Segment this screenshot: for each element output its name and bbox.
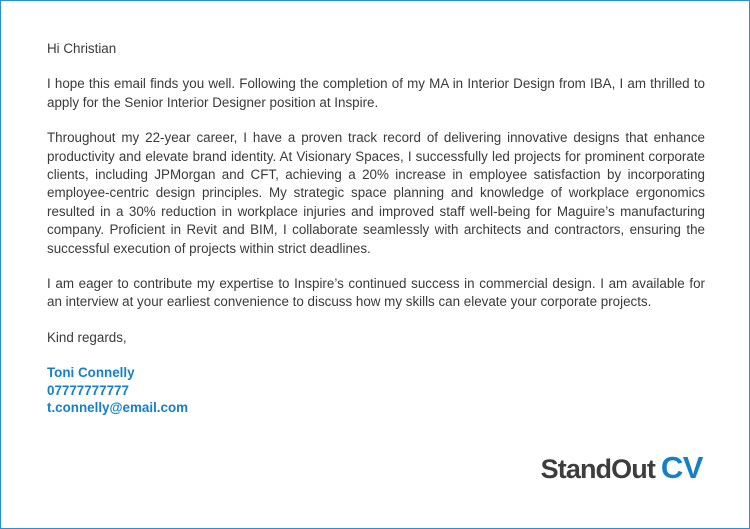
- standout-cv-logo: [541, 450, 703, 486]
- paragraph-intro: I hope this email finds you well. Following the completion of my MA in Interior Design from IBA, I am thrilled to apply for the Senior Interior Designer position at Inspire.: [47, 76, 705, 110]
- paragraph-experience: Throughout my 22-year career, I have a proven track record of delivering innovative designs that enhance productivity and elevate brand identity. At Visionary Spaces, I successfully led projects for prominent corporate clients, including JPMorgan and CFT, achieving a 20% increase in employee satisfaction by incorporating employee-centric design principles. My strategic space planning and knowledge of workplace ergonomics resulted in a 30% reduction in workplace injuries and improved staff well-being for Maguire’s manufacturing company. Proficient in Revit and BIM, I collaborate seamlessly with architects and contractors, ensuring the successful execution of projects within strict deadlines.: [47, 130, 705, 256]
- closing-salutation: Kind regards,: [47, 329, 127, 345]
- greeting: Hi Christian: [47, 41, 117, 56]
- signature-name: Toni Connelly: [47, 365, 135, 381]
- logo-wordmark: StandOut: [540, 454, 655, 484]
- letter-body: [47, 40, 705, 417]
- signature-phone: 07777777777: [47, 382, 129, 398]
- signature-block: [47, 364, 705, 417]
- logo-cv-mark: CV: [660, 450, 703, 485]
- signature-email: t.connelly@email.com: [47, 400, 189, 416]
- paragraph-closing-pitch: I am eager to contribute my expertise to Inspire’s continued success in commercial design. I am available for an interview at your earliest convenience to discuss how my skills can elevate your corporate projects.: [47, 276, 705, 310]
